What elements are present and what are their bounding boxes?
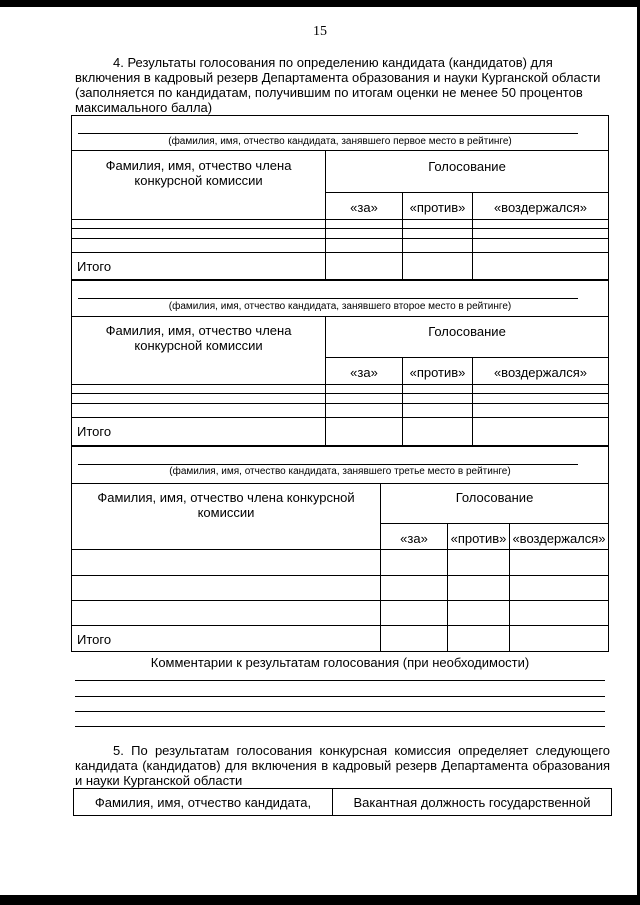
- comment-line: [75, 680, 605, 681]
- col-candidate-name: Фамилия, имя, отчество кандидата,: [94, 795, 312, 810]
- scan-edge-bottom: [0, 895, 640, 905]
- section-5-text: 5. По результатам голосования конкурсная комиссия определяет следующего кандидата (кандидатов) для включения в кадровый резерв Департамента образования и науки Курганской области: [75, 743, 610, 788]
- col-abstained: «воздержался»: [493, 200, 588, 215]
- total-label: Итого: [77, 259, 112, 274]
- member-header: Фамилия, имя, отчество члена конкурсной комиссии: [105, 158, 292, 188]
- candidate-caption: (фамилия, имя, отчество кандидата, занявшего первое место в рейтинге): [168, 136, 512, 147]
- col-against: «против»: [450, 531, 507, 546]
- col-for: «за»: [350, 200, 378, 215]
- member-header: Фамилия, имя, отчество члена конкурсной комиссии: [97, 490, 355, 520]
- col-for: «за»: [400, 531, 428, 546]
- section-4-line-1: 4. Результаты голосования по определению кандидата (кандидатов) для: [113, 55, 553, 70]
- candidate-name-line: [78, 133, 578, 134]
- voting-header: Голосование: [428, 159, 506, 174]
- col-abstained: «воздержался»: [512, 531, 606, 546]
- voting-table-third-place: [71, 446, 609, 652]
- voting-header: Голосование: [455, 490, 534, 505]
- candidate-name-line: [78, 464, 578, 465]
- voting-table-first-place: [71, 115, 609, 280]
- section-4-line-4: максимального балла): [75, 100, 213, 115]
- scan-edge-top: [0, 0, 640, 7]
- page-number: 15: [313, 24, 327, 39]
- candidate-caption: (фамилия, имя, отчество кандидата, занявшего третье место в рейтинге): [169, 466, 511, 477]
- total-label: Итого: [77, 632, 112, 647]
- col-for: «за»: [350, 365, 378, 380]
- voting-table-second-place: [71, 280, 609, 446]
- candidate-name-line: [78, 298, 578, 299]
- comments-title: Комментарии к результатам голосования (при необходимости): [150, 655, 530, 670]
- col-abstained: «воздержался»: [493, 365, 588, 380]
- section-4-heading: [75, 55, 605, 115]
- total-label: Итого: [77, 424, 112, 439]
- candidate-caption: (фамилия, имя, отчество кандидата, занявшего второе место в рейтинге): [168, 301, 512, 312]
- col-vacant-position: Вакантная должность государственной: [353, 795, 591, 810]
- section-4-line-3: (заполняется по кандидатам, получившим по итогам оценки не менее 50 процентов: [75, 85, 583, 100]
- voting-header: Голосование: [428, 324, 506, 339]
- member-header: Фамилия, имя, отчество члена конкурсной комиссии: [105, 323, 292, 353]
- comment-line: [75, 711, 605, 712]
- comment-line: [75, 726, 605, 727]
- candidate-selection-table: [73, 788, 612, 816]
- col-against: «против»: [409, 365, 466, 380]
- section-4-line-2: включения в кадровый резерв Департамента образования и науки Курганской области: [75, 70, 601, 85]
- comment-line: [75, 696, 605, 697]
- col-against: «против»: [409, 200, 466, 215]
